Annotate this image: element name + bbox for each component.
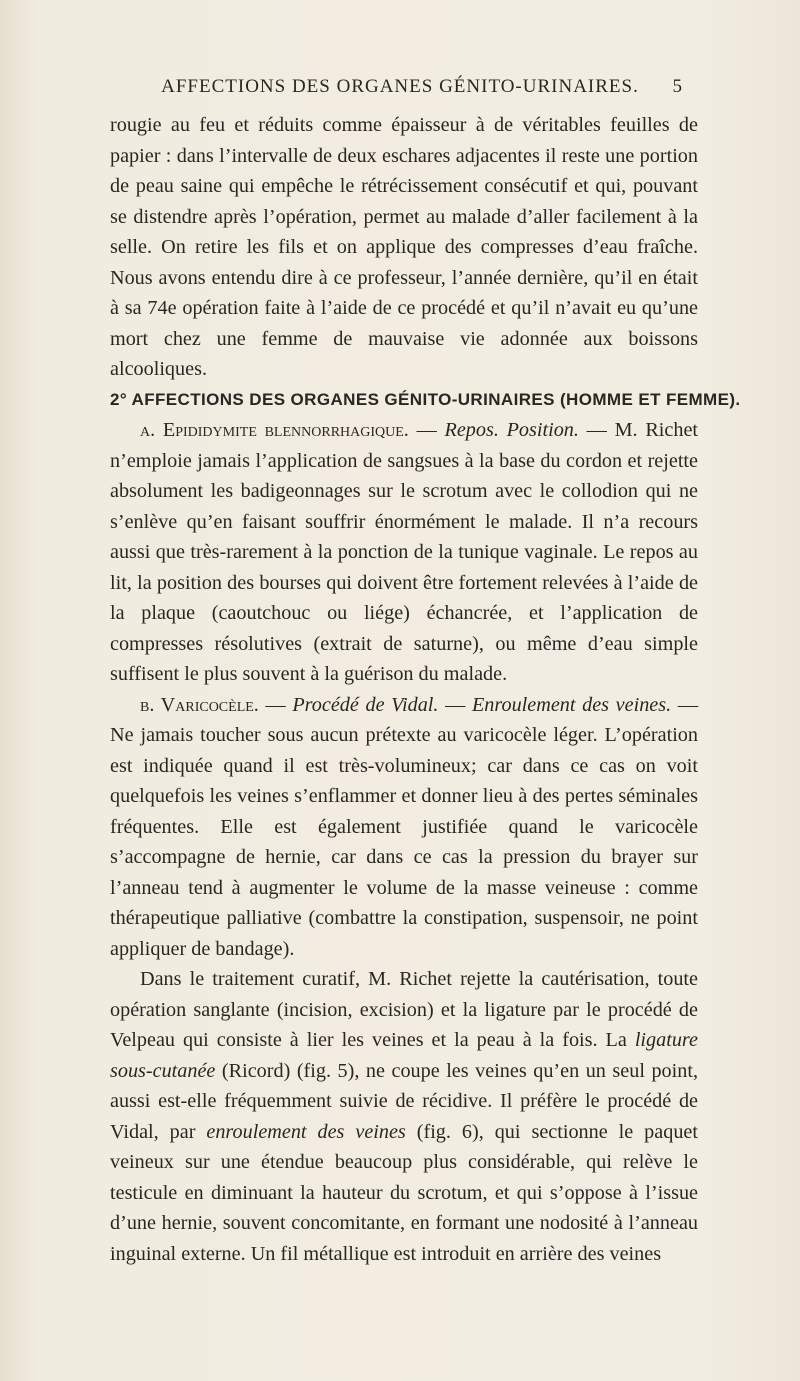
paragraph-traitement-curatif (110, 964, 698, 1269)
paragraph-text: Ne jamais toucher sous aucun prétexte au varicocèle léger. L’opération est indiquée quand il est très-volumineux; car dans ce cas on voit quelquefois les veines s’enflammer et donner lieu à des pertes séminales fréquentes. Elle est également justifiée quand le varicocèle s’accompagne de hernie, car dans ce cas la pression du brayer sur l’anneau tend à augmenter le volume de la masse veineuse : comme thérapeutique palliative (combattre la constipation, suspensoir, ne point appliquer de bandage). (110, 724, 698, 960)
running-title: AFFECTIONS DES ORGANES GÉNITO-URINAIRES. (161, 76, 639, 97)
page-number: 5 (672, 76, 682, 97)
separator: — (438, 693, 472, 716)
paragraph-epididymite (110, 415, 698, 690)
subsection-label-a: a. Epididymite blennorrhagique. (140, 419, 409, 441)
subsection-label-b: b. Varicocèle. (140, 693, 259, 716)
body-text (110, 110, 741, 1269)
separator: — (578, 419, 615, 441)
separator: — (408, 419, 445, 441)
paragraph-varicocele (110, 690, 698, 965)
paragraph-text: (fig. 6), qui sectionne le paquet veineux sur une étendue beaucoup plus considérable, qui relève le testicule en diminuant la hauteur du scrotum, et qui s’oppose à l’issue d’une hernie, souvent concomitante, en formant une nodosité à l’anneau inguinal externe. Un fil métallique est introduit en arrière des veines (110, 1120, 698, 1265)
subsection-treatment-a: Repos. Position. (444, 419, 579, 441)
paragraph-text: (Ricord) (fig. 5), ne coupe les veines qu’en un seul point, aussi est-elle fréquemment suivie de récidive. Il préfère le procédé de Vidal, par (110, 1059, 698, 1143)
paragraph-text: M. Richet n’emploie jamais l’application de sangsues à la base du cordon et rejette absolument les badigeonnages sur le scrotum avec le collodion qui ne s’enlève qu’en faisant souffrir énormément le malade. Il n’a recours aussi que très-rarement à la ponction de la tunique vaginale. Le repos au lit, la position des bourses qui doivent être fortement relevées à l’aide de la plaque (caoutchouc ou liége) échancrée, et l’application de compresses résolutives (extrait de saturne), ou même d’eau simple suffisent le plus souvent à la guérison du malade. (110, 419, 699, 685)
subsection-technique-b: Enroulement des veines. (471, 693, 672, 716)
separator: — (258, 693, 293, 716)
italic-term: enroulement des veines (206, 1120, 406, 1143)
section-heading: 2° AFFECTIONS DES ORGANES GÉNITO-URINAIRES (HOMME ET FEMME). (110, 389, 741, 409)
running-head (0, 76, 800, 106)
subsection-procedure-b: Procédé de Vidal. (292, 693, 439, 716)
paragraph-continuation: rougie au feu et réduits comme épaisseur à de véritables feuilles de papier : dans l’intervalle de deux eschares adjacentes il reste une portion de peau saine qui empêche le rétrécissement consécutif et qui, pouvant se distendre après l’opération, permet au malade d’aller facilement à la selle. On retire les fils et on applique des compresses d’eau fraîche. Nous avons entendu dire à ce professeur, l’année dernière, qu’il en était à sa 74e opération faite à l’aide de ce procédé et qu’il n’avait eu qu’une mort chez une femme de mauvaise vie adonnée aux boissons alcooliques. (110, 114, 698, 380)
separator: — (671, 693, 699, 716)
paragraph-text: Dans le traitement curatif, M. Richet rejette la cautérisation, toute opération sanglante (incision, excision) et la ligature par le procédé de Velpeau qui consiste à lier les veines et la peau à la fois. La (110, 968, 698, 1051)
italic-term: ligature sous-cutanée (110, 1029, 698, 1082)
